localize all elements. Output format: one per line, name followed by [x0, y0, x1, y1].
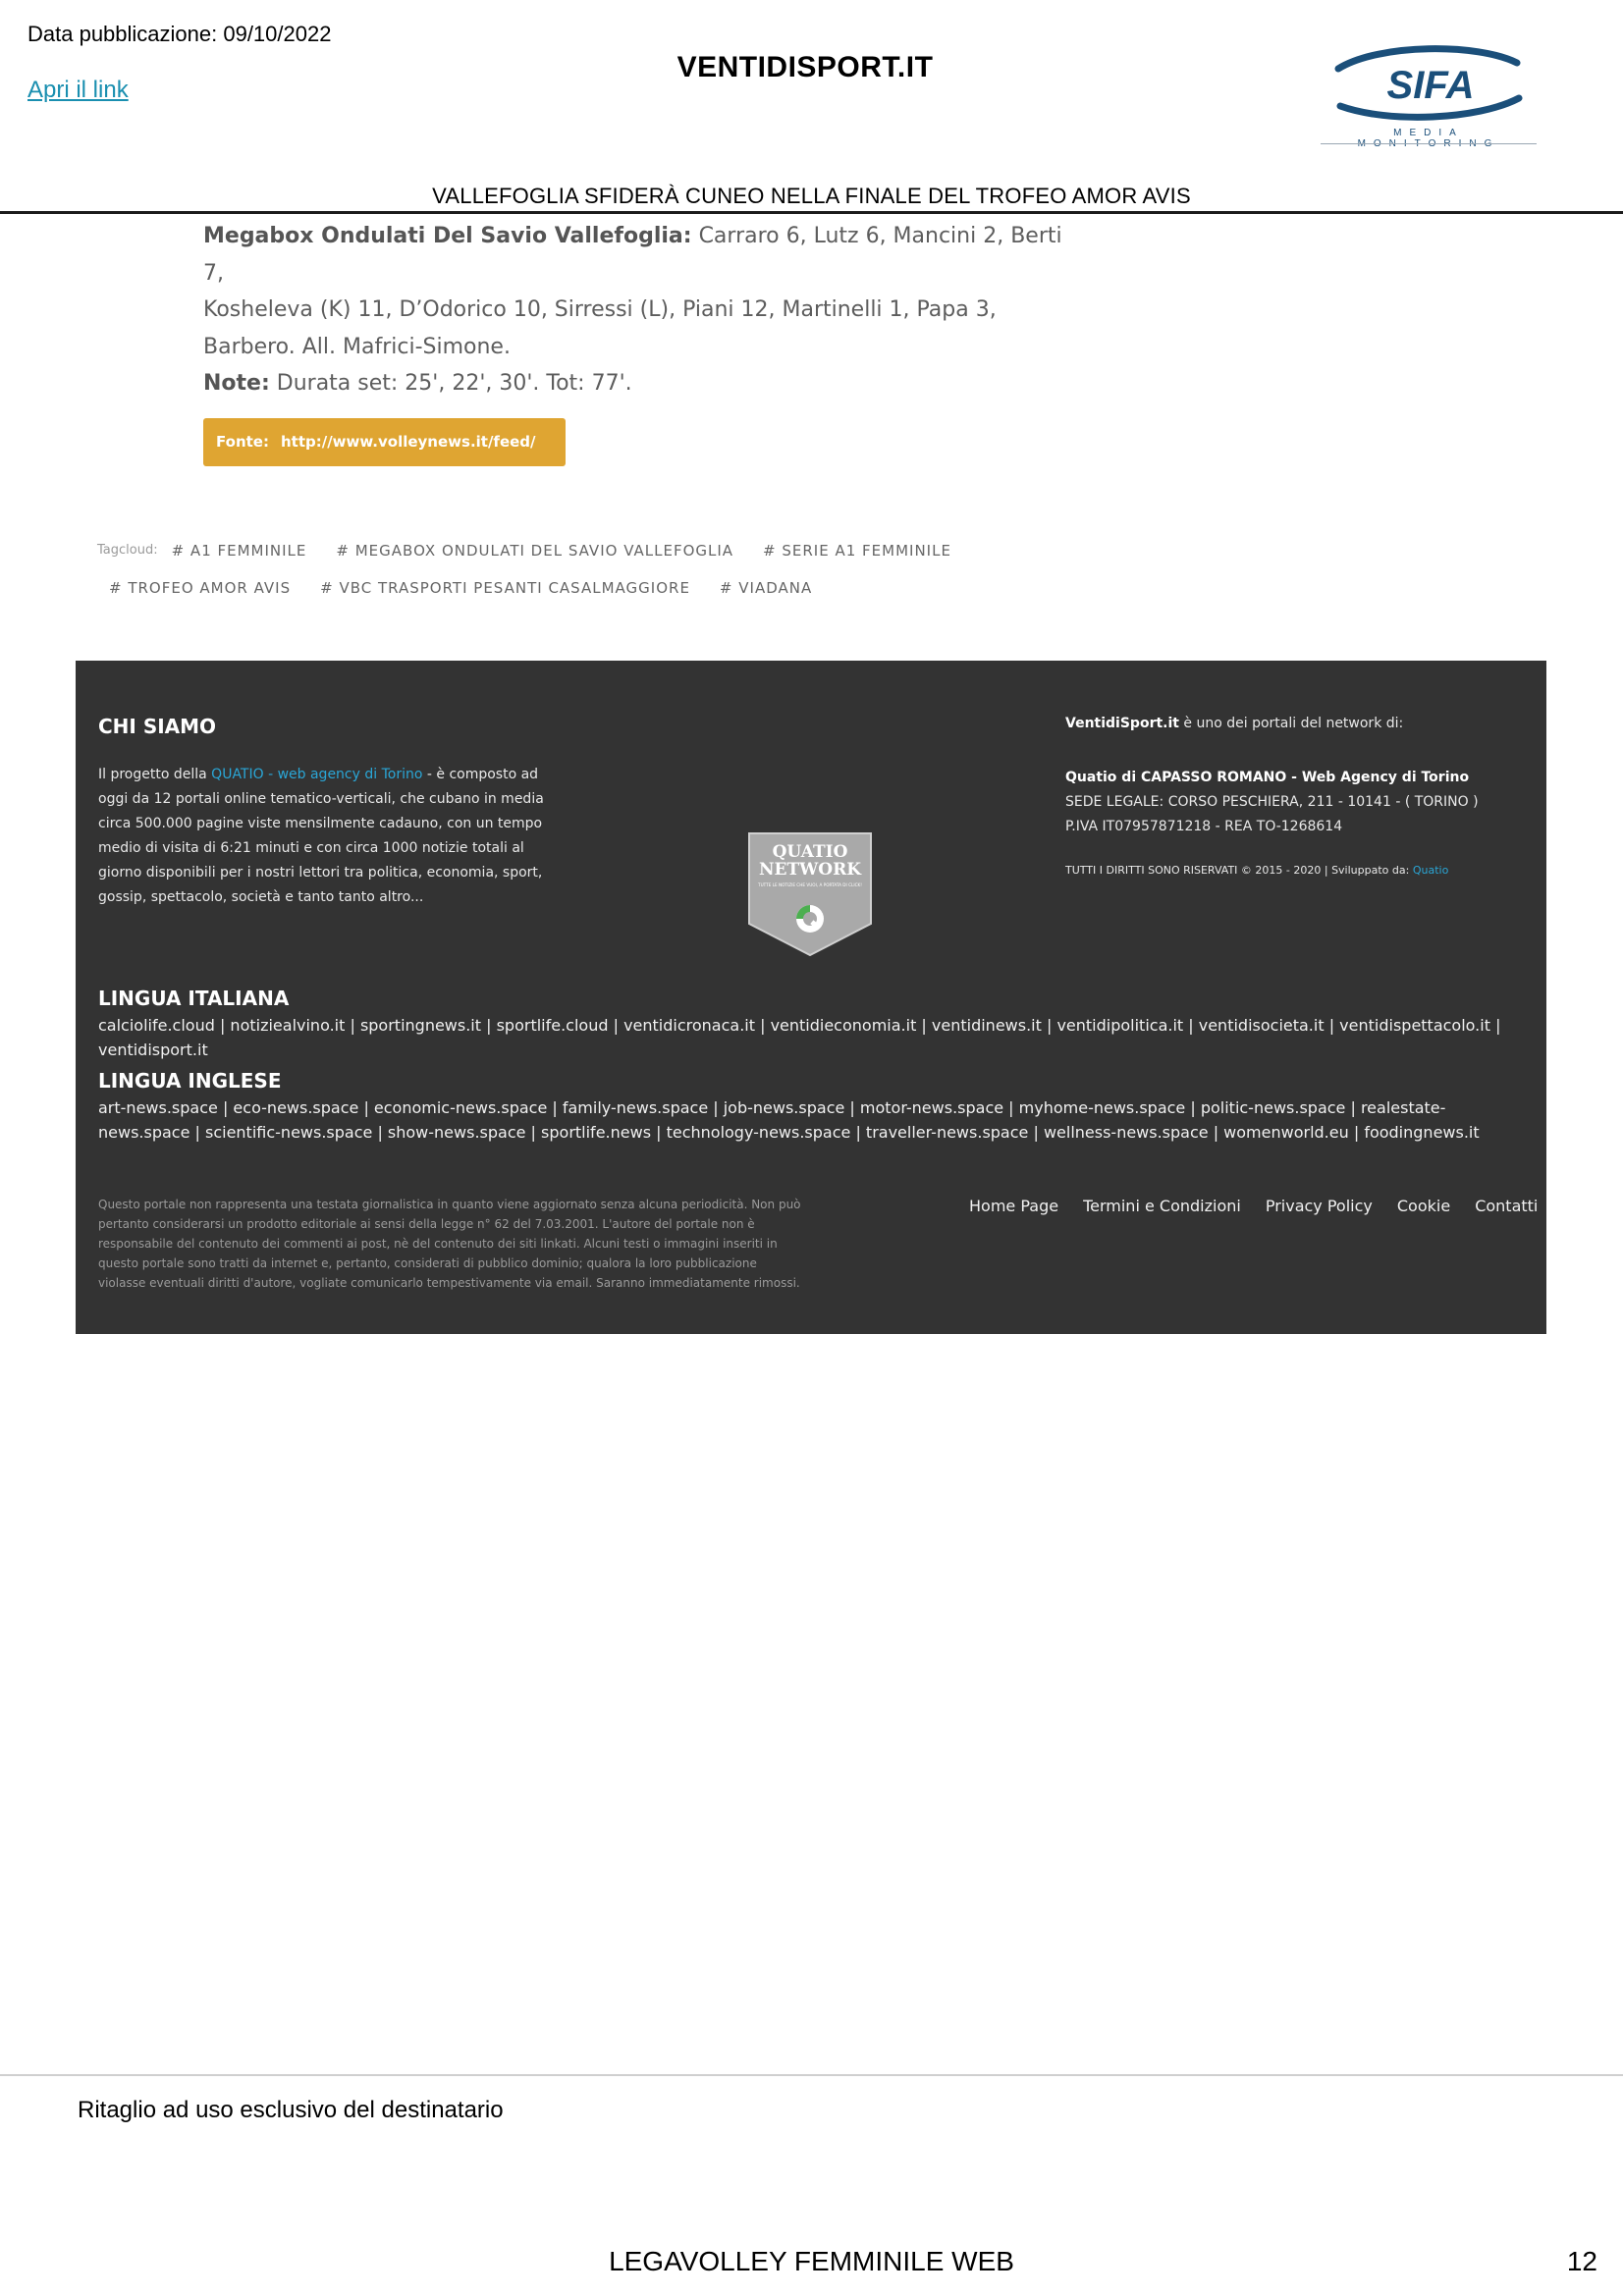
tag-trofeo-amor-avis[interactable]: # TROFEO AMOR AVIS [109, 579, 292, 597]
chi-siamo-text [98, 763, 560, 910]
nav-home-page[interactable]: Home Page [969, 1197, 1059, 1215]
tag-viadana[interactable]: # VIADANA [719, 579, 813, 597]
logo-text: SIFA [1386, 64, 1475, 107]
chi-text-pre: Il progetto della [98, 767, 212, 782]
tag-vbc-casalmaggiore[interactable]: # VBC TRASPORTI PESANTI CASALMAGGIORE [320, 579, 690, 597]
lineup-text-1: Carraro 6, Lutz 6, Mancini 2, Berti 7, [203, 224, 1062, 286]
tag-serie-a1-femminile[interactable]: # SERIE A1 FEMMINILE [763, 542, 951, 560]
bottom-divider [0, 2074, 1623, 2076]
tag-megabox-vallefoglia[interactable]: # MEGABOX ONDULATI DEL SAVIO VALLEFOGLIA [336, 542, 734, 560]
team-label: Megabox Ondulati Del Savio Vallefoglia: [203, 224, 692, 248]
source-link-button[interactable] [203, 418, 566, 466]
badge-line-2: NETWORK [759, 860, 861, 880]
sifa-logo [1321, 41, 1537, 147]
tag-cloud [97, 537, 1079, 612]
lineup-line-1 [203, 218, 1087, 292]
quatio-q-icon [796, 905, 824, 933]
note-line [203, 365, 1087, 402]
publication-date: Data pubblicazione: 09/10/2022 [27, 22, 332, 46]
lineup-line-3: Barbero. All. Mafrici-Simone. [203, 334, 511, 359]
lingua-italiana-title: LINGUA ITALIANA [98, 987, 290, 1010]
lingua-inglese-title: LINGUA INGLESE [98, 1069, 282, 1093]
network-intro [1065, 716, 1403, 731]
article-body [203, 218, 1087, 402]
legal-disclaimer: Questo portale non rappresenta una testata giornalistica in quanto viene aggiornato senza alcuna periodicità. Non può pertanto considerarsi un prodotto editoriale ai sensi della legge n° 62 del 7.03.2001. L'autore del portale non è responsabile del contenuto dei commenti ai post, nè del contenuto dei siti linkati. Alcuni testi o immagini inseriti in questo portale sono tratti da internet e, pertanto, considerati di pubblico dominio; qualora la loro pubblicazione violasse eventuali diritti d'autore, vogliate comunicarlo tempestivamente via email. Saranno immediatamente rimossi. [98, 1198, 801, 1290]
italian-portals-links[interactable]: calciolife.cloud | notiziealvino.it | sportingnews.it | sportlife.cloud | ventidicronaca.it | ventidieconomia.it | ventidinews.it | ventidipolitica.it | ventidisocieta.it | ventidispettacolo.it | ventidisport.it [98, 1016, 1501, 1059]
article-title: VALLEFOGLIA SFIDERÀ CUNEO NELLA FINALE DEL TROFEO AMOR AVIS [432, 184, 1191, 208]
company-address: SEDE LEGALE: CORSO PESCHIERA, 211 - 10141 - ( TORINO ) [1065, 794, 1479, 810]
quatio-network-badge [747, 831, 873, 957]
header-divider [0, 211, 1623, 214]
english-portals-links[interactable]: art-news.space | eco-news.space | economic-news.space | family-news.space | job-news.space | motor-news.space | myhome-news.space | politic-news.space | realestate-news.space | scientific-news.space | show-news.space | sportlife.news | technology-news.space | traveller-news.space | wellness-news.space | womenworld.eu | foodingnews.it [98, 1098, 1480, 1142]
page-number: 12 [1566, 2246, 1597, 2276]
note-text: Durata set: 25', 22', 30'. Tot: 77'. [276, 371, 632, 396]
tag-row-1 [97, 537, 1079, 574]
logo-rule [1321, 143, 1537, 144]
company-name: Quatio di CAPASSO ROMANO - Web Agency di Torino [1065, 770, 1470, 785]
network-text: è uno dei portali del network di: [1178, 716, 1404, 731]
tag-a1-femminile[interactable]: # A1 FEMMINILE [171, 542, 307, 560]
document-footer: LEGAVOLLEY FEMMINILE WEB [609, 2246, 1014, 2276]
badge-line-1: QUATIO [772, 842, 848, 862]
clip-note: Ritaglio ad uso esclusivo del destinatario [78, 2097, 504, 2123]
site-name: VENTIDISPORT.IT [676, 51, 934, 83]
nav-contacts[interactable]: Contatti [1475, 1197, 1539, 1215]
chi-text-post: - è composto ad oggi da 12 portali online tematico-verticali, che cubano in media circa 500.000 pagine viste mensilmente cadauno, con un tempo medio di visita di 6:21 minuti e con circa 1000 notizie totali al giorno disponibili per i nostri lettori tra politica, economia, sport, gossip, spettacolo, società e tanto tanto altro... [98, 767, 544, 905]
rights-text: TUTTI I DIRITTI SONO RISERVATI © 2015 - 2020 | Sviluppato da: [1065, 864, 1413, 877]
lineup-line-2: Kosheleva (K) 11, D’Odorico 10, Sirressi (L), Piani 12, Martinelli 1, Papa 3, [203, 297, 997, 322]
company-vat: P.IVA IT07957871218 - REA TO-1268614 [1065, 819, 1343, 834]
footer-nav [945, 1197, 1538, 1215]
tag-cloud-label: Tagcloud: [97, 543, 158, 558]
sifa-logo-mark [1321, 41, 1537, 122]
developer-link[interactable]: Quatio [1412, 864, 1449, 877]
nav-privacy[interactable]: Privacy Policy [1265, 1197, 1373, 1215]
site-footer [76, 661, 1546, 1334]
company-info [1065, 766, 1479, 839]
badge-tagline: TUTTE LE NOTIZIE CHE VUOI, A PORTATA DI CLICK! [758, 882, 862, 887]
network-brand: VentidiSport.it [1065, 716, 1179, 731]
quatio-agency-link[interactable]: QUATIO - web agency di Torino [211, 767, 423, 782]
rights-notice [1065, 864, 1448, 877]
tag-row-2 [97, 574, 1079, 612]
source-url[interactable]: http://www.volleynews.it/feed/ [280, 433, 536, 451]
open-link[interactable]: Apri il link [27, 77, 129, 103]
nav-cookie[interactable]: Cookie [1396, 1197, 1451, 1215]
logo-subtitle: MEDIA [1393, 128, 1464, 138]
note-label: Note: [203, 371, 270, 396]
source-label: Fonte: [216, 433, 269, 451]
chi-siamo-title: CHI SIAMO [98, 715, 217, 738]
nav-terms[interactable]: Termini e Condizioni [1083, 1197, 1241, 1215]
